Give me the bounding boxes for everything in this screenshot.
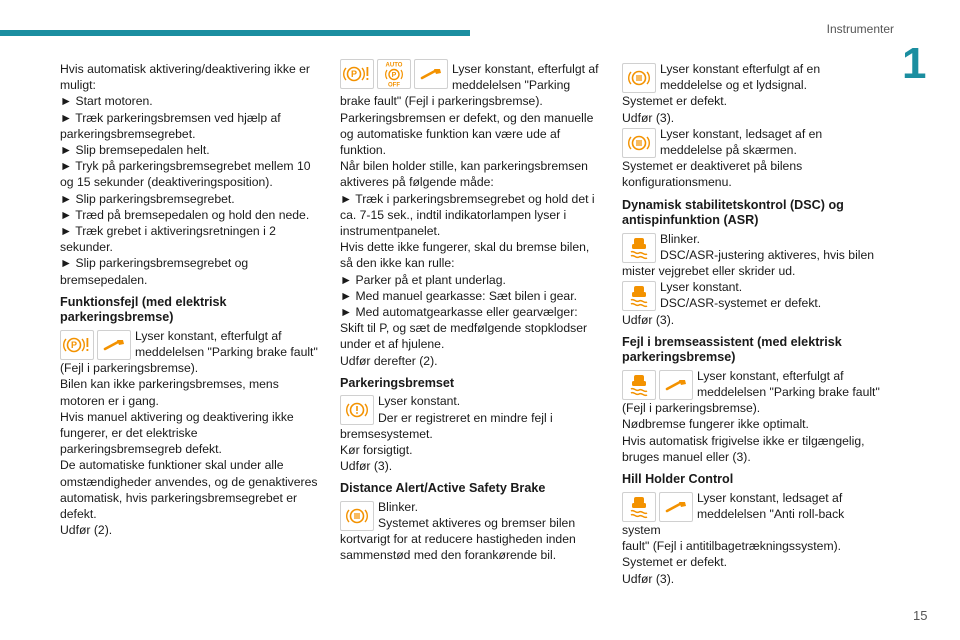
- wrench-icon: [659, 492, 693, 522]
- fault-continued: (Fejl i parkeringsbremse).: [60, 361, 199, 376]
- text: Lyser konstant efterfulgt af en meddelelse og et lydsignal.: [660, 62, 821, 93]
- icon-block: [622, 490, 884, 539]
- svg-text:P: P: [391, 72, 397, 79]
- text: Lyser konstant, ledsaget af en meddelelse på skærmen.: [660, 126, 823, 158]
- brake-warning-icon: [622, 128, 656, 158]
- step: ► Start motoren.: [60, 94, 153, 109]
- text: Udfør (3).: [622, 312, 675, 327]
- text: Systemet er defekt.: [622, 555, 727, 570]
- fault-body-2: Hvis manuel aktivering og deaktivering ikke fungerer, er det elektriske parkeringsbremsegreb defekt.: [60, 409, 294, 457]
- icon-block: [622, 279, 884, 311]
- action: Udfør derefter (2).: [340, 353, 438, 368]
- heading-hill-holder: Hill Holder Control: [622, 472, 734, 487]
- step: ► Slip parkeringsbremsegrebet.: [60, 191, 235, 206]
- column-3: [622, 61, 884, 587]
- fault-body: Bilen kan ikke parkeringsbremses, mens motoren er i gang.: [60, 377, 279, 408]
- intro-line-2: muligt:: [60, 78, 96, 93]
- step: ► Slip parkeringsbremsegrebet og bremsepedalen.: [60, 256, 249, 287]
- text: Hvis automatisk frigivelse ikke er tilgængelig, bruges manuel eller (3).: [622, 433, 865, 464]
- icon-block: [60, 328, 322, 360]
- brake-warning-icon: [340, 395, 374, 425]
- step: ► Med manuel gearkasse: Sæt bilen i gear.: [340, 288, 577, 303]
- chapter-number: 1: [902, 39, 927, 88]
- off-label: OFF: [388, 82, 400, 88]
- auto-parking-off-icon: [377, 59, 411, 89]
- page-number: 15: [913, 608, 928, 623]
- text: Lyser konstant.: [660, 280, 743, 295]
- paragraph: Når bilen holder stille, kan parkeringsbremsen aktiveres på følgende måde:: [340, 159, 588, 190]
- column-2: [340, 61, 602, 564]
- brake-warning-icon: [622, 63, 656, 93]
- text: kortvarigt for at reducere hastigheden inden sammenstød med den forankørende bil.: [340, 532, 576, 563]
- fault-continued: brake fault" (Fejl i parkeringsbremse).: [340, 94, 543, 109]
- icon-block: [340, 61, 602, 93]
- fault-description: Lyser konstant, efterfulgt af meddelelsen "Parking: [452, 62, 599, 93]
- icon-block: [340, 393, 602, 425]
- text: Lyser konstant.: [378, 394, 461, 409]
- paragraph: Parkeringsbremsen er defekt, og den manuelle og automatiske funktion kan være ude af funktion.: [340, 110, 594, 158]
- parking-brake-fault-icon: [340, 59, 374, 89]
- step: ► Træk grebet i aktiveringsretningen i 2 sekunder.: [60, 224, 276, 255]
- section-title: Instrumenter: [826, 22, 894, 36]
- text: bremsesystemet.: [340, 426, 433, 441]
- heading-dsc: Dynamisk stabilitetskontrol (DSC) og antispinfunktion (ASR): [622, 197, 844, 228]
- paragraph: Hvis dette ikke fungerer, skal du bremse bilen, så den ikke kan rulle:: [340, 240, 590, 271]
- wrench-icon: [414, 59, 448, 89]
- step: ► Med automatgearkasse eller gearvælger: Skift til P, og sæt de medfølgende stopklodser under et af hjulene.: [340, 305, 588, 352]
- icon-block: [340, 499, 602, 531]
- text: Udfør (3).: [622, 110, 675, 125]
- icon-block: [622, 126, 884, 158]
- step: ► Slip bremsepedalen helt.: [60, 143, 210, 158]
- text: mister vejgrebet eller skrider ud.: [622, 264, 796, 279]
- text: Blinker.: [660, 231, 700, 246]
- step: ► Parker på et plant underlag.: [340, 272, 506, 287]
- text: Systemet er deaktiveret på bilens konfigurationsmenu.: [622, 159, 803, 190]
- icon-block: [622, 61, 884, 93]
- intro-line-1: Hvis automatisk aktivering/deaktivering ikke er: [60, 62, 310, 76]
- header-accent-bar: [0, 30, 470, 36]
- fault-body-3: De automatiske funktioner skal under alle omstændigheder anvendes, og de genaktiveres automatisk, hvis parkeringsbremsegrebet er defekt.: [60, 458, 318, 522]
- text: Systemet er defekt.: [622, 94, 727, 109]
- text: (Fejl i parkeringsbremse).: [622, 401, 761, 416]
- fault-action: Udfør (2).: [60, 523, 113, 538]
- skid-car-icon: [622, 492, 656, 522]
- step: ► Træk parkeringsbremsen ved hjælp af parkeringsbremsegrebet.: [60, 110, 281, 141]
- step: ► Tryk på parkeringsbremsegrebet mellem 10 og 15 sekunder (deaktiveringsposition).: [60, 159, 311, 190]
- svg-text:P: P: [70, 340, 78, 351]
- text: Udfør (3).: [340, 459, 393, 474]
- text: Lyser konstant, efterfulgt af meddelelsen "Parking brake fault": [697, 368, 880, 400]
- svg-text:P: P: [350, 69, 358, 80]
- auto-label: AUTO: [385, 62, 403, 69]
- skid-car-icon: [622, 233, 656, 263]
- parking-brake-fault-icon: [60, 330, 94, 360]
- text: Udfør (3).: [622, 571, 675, 586]
- text: fault" (Fejl i antitilbagetrækningssystem).: [622, 539, 842, 554]
- brake-warning-icon: [340, 501, 374, 531]
- heading-fault: Funktionsfejl (med elektrisk parkeringsbremse): [60, 294, 227, 325]
- text: Lyser konstant, ledsaget af meddelelsen "Anti roll-back system: [622, 490, 845, 537]
- text: Systemet aktiveres og bremser bilen: [378, 516, 576, 531]
- skid-car-icon: [622, 281, 656, 311]
- icon-block: [622, 231, 884, 263]
- text: Nødbremse fungerer ikke optimalt.: [622, 417, 809, 432]
- wrench-icon: [659, 370, 693, 400]
- text: Der er registreret en mindre fejl i: [378, 410, 553, 425]
- skid-car-icon: [622, 370, 656, 400]
- heading-distance-alert: Distance Alert/Active Safety Brake: [340, 481, 546, 496]
- text: Kør forsigtigt.: [340, 442, 413, 457]
- heading-brake-assist: Fejl i bremseassistent (med elektrisk parkeringsbremse): [622, 334, 842, 365]
- step: ► Træd på bremsepedalen og hold den nede.: [60, 207, 310, 222]
- text: DSC/ASR-justering aktiveres, hvis bilen: [660, 247, 875, 262]
- fault-description: Lyser konstant, efterfulgt af meddelelsen "Parking brake fault": [135, 328, 318, 360]
- text: Blinker.: [378, 499, 418, 514]
- wrench-icon: [97, 330, 131, 360]
- step: ► Træk i parkeringsbremsegrebet og hold det i ca. 7-15 sek., indtil indikatorlampen lyser i instrumentpanelet.: [340, 191, 595, 239]
- column-1: [60, 61, 322, 538]
- icon-block: [622, 368, 884, 400]
- text: DSC/ASR-systemet er defekt.: [660, 296, 822, 311]
- heading-parking-brake: Parkeringsbremset: [340, 375, 455, 390]
